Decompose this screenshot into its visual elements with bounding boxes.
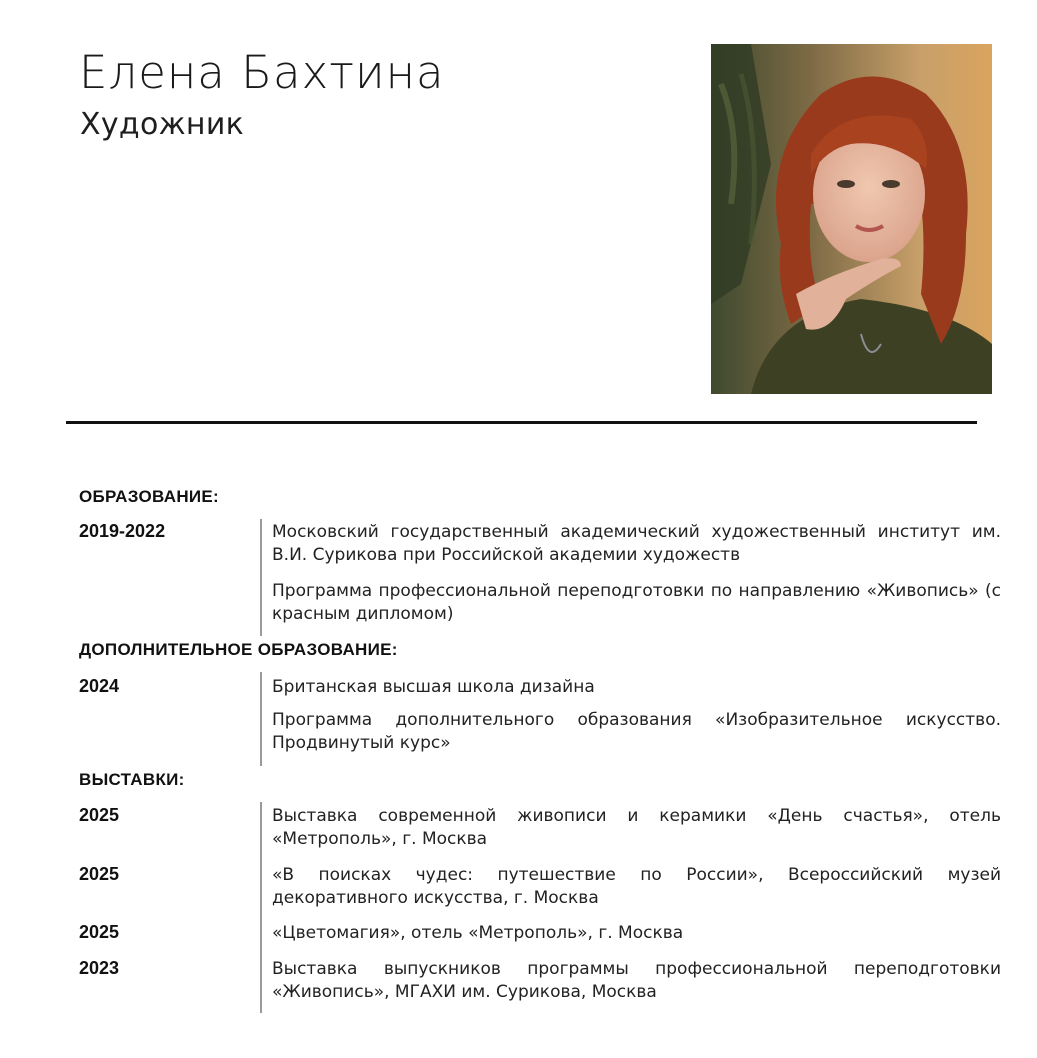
exhibition-year: 2025 — [79, 805, 120, 825]
additional-education-year: 2024 — [79, 676, 120, 696]
portrait-photo — [711, 44, 992, 394]
exhibitions-title: ВЫСТАВКИ: — [79, 770, 185, 789]
person-role: Художник — [80, 107, 245, 142]
header-divider — [66, 421, 977, 424]
exhibition-year: 2025 — [79, 864, 120, 884]
additional-education-title: ДОПОЛНИТЕЛЬНОЕ ОБРАЗОВАНИЕ: — [79, 640, 398, 659]
exhibition-year: 2023 — [79, 958, 120, 978]
exhibitions-timeline-line — [260, 802, 262, 1013]
additional-education-timeline-line — [260, 672, 262, 766]
exhibition-item: «В поисках чудес: путешествие по России», Всероссийский музей декоративного искусства, г. Москва — [272, 865, 1001, 908]
education-year: 2019-2022 — [79, 521, 166, 541]
education-timeline-line — [260, 519, 262, 636]
exhibition-item: Выставка выпускников программы профессиональной переподготовки «Живопись», МГАХИ им. Сурикова, Москва — [272, 959, 1001, 1002]
education-institution: Московский государственный академический художественный институт им. В.И. Сурикова при Российской академии художеств — [272, 522, 1001, 565]
exhibition-item: Выставка современной живописи и керамики «День счастья», отель «Метрополь», г. Москва — [272, 806, 1001, 849]
additional-education-program: Программа дополнительного образования «Изобразительное искусство. Продвинутый курс» — [272, 710, 1001, 753]
additional-education-school: Британская высшая школа дизайна — [272, 677, 595, 697]
exhibition-year: 2025 — [79, 922, 120, 942]
exhibition-item: «Цветомагия», отель «Метрополь», г. Москва — [272, 923, 684, 943]
person-name: Елена Бахтина — [79, 46, 445, 99]
education-program: Программа профессиональной переподготовки по направлению «Живопись» (с красным дипломом) — [272, 581, 1001, 624]
education-title: ОБРАЗОВАНИЕ: — [79, 487, 220, 506]
